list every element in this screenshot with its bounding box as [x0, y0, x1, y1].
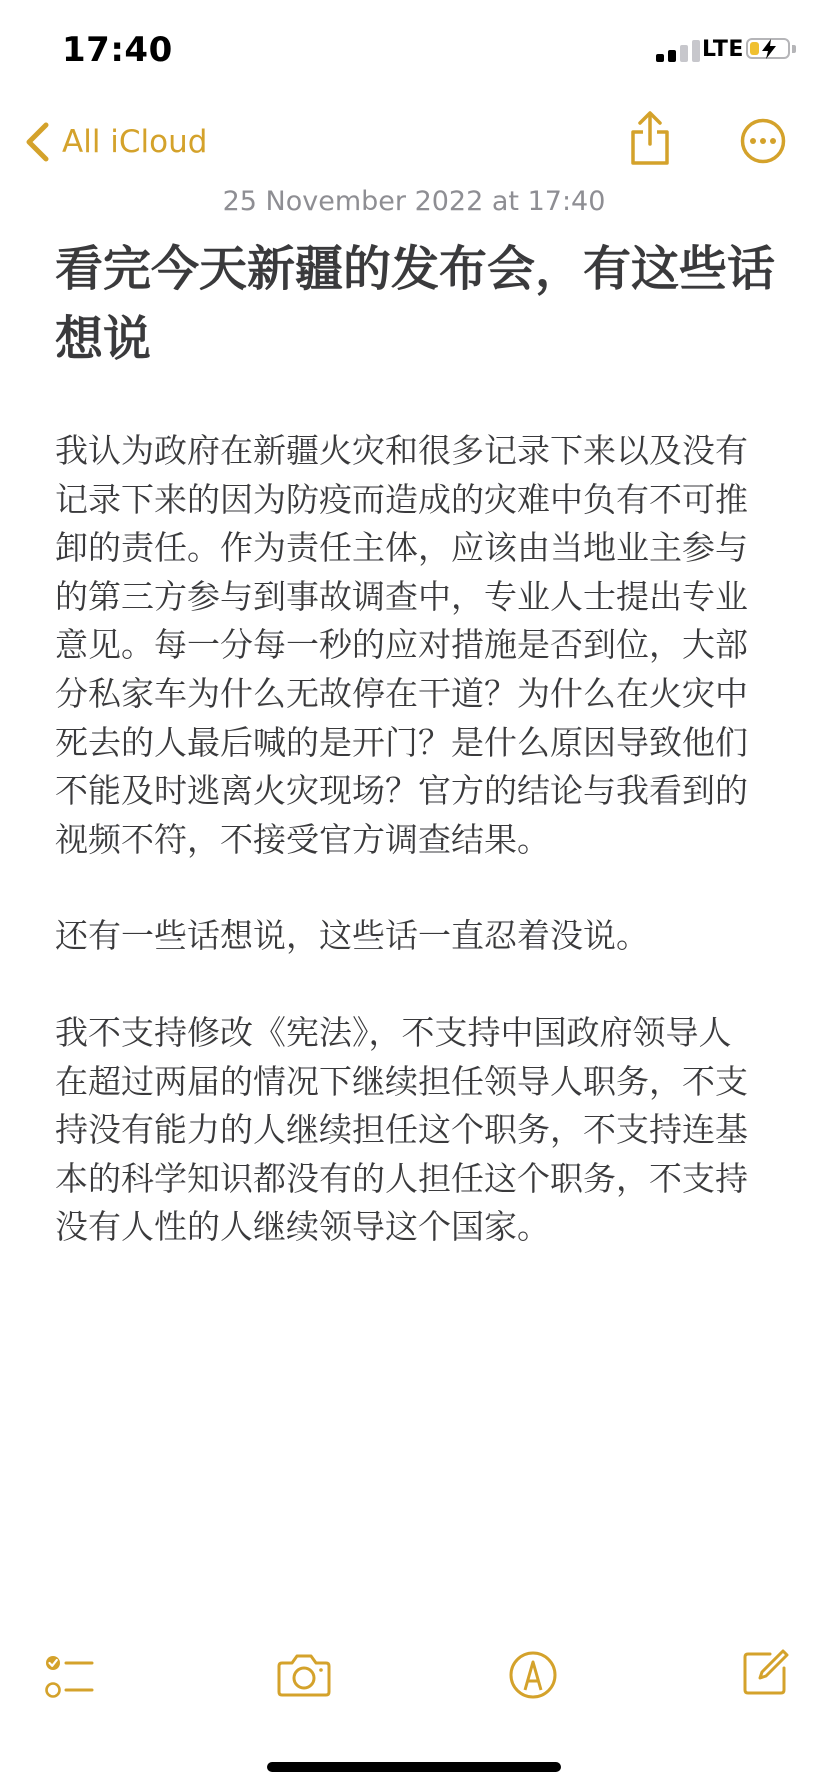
status-time: 17:40	[62, 30, 173, 70]
compose-note-icon[interactable]	[740, 1648, 790, 1698]
more-icon[interactable]	[740, 118, 786, 164]
camera-icon[interactable]	[276, 1650, 332, 1700]
markup-pen-icon[interactable]	[508, 1650, 558, 1700]
home-indicator	[267, 1762, 561, 1772]
note-title[interactable]: 看完今天新疆的发布会，有这些话想说	[55, 241, 776, 367]
note-paragraph[interactable]: 我认为政府在新疆火灾和很多记录下来以及没有记录下来的因为防疫而造成的灾难中负有不可推卸的责任。作为责任主体，应该由当地业主参与的第三方参与到事故调查中，专业人士提出专业意见。每一分每一秒的应对措施是否到位，大部分私家车为什么无故停在干道？为什么在火灾中死去的人最后喊的是开门？是什么原因导致他们不能及时逃离火灾现场？官方的结论与我看到的视频不符，不接受官方调查结果。	[55, 431, 748, 859]
checklist-icon[interactable]	[44, 1652, 96, 1704]
network-type: LTE	[702, 37, 744, 62]
note-body[interactable]	[55, 427, 760, 1300]
back-button-label: All iCloud	[62, 124, 208, 160]
share-icon[interactable]	[628, 110, 672, 166]
chevron-left-icon	[22, 120, 52, 164]
charging-bolt-icon	[759, 38, 779, 60]
note-paragraph[interactable]: 还有一些话想说，这些话一直忍着没说。	[55, 916, 649, 956]
status-bar	[0, 0, 828, 100]
battery-cap	[792, 45, 796, 53]
cellular-signal-icon	[656, 38, 702, 62]
note-paragraph[interactable]: 我不支持修改《宪法》，不支持中国政府领导人在超过两届的情况下继续担任领导人职务，不支持没有能力的人继续担任这个职务，不支持连基本的科学知识都没有的人担任这个职务，不支持没有人性的人继续领导这个国家。	[55, 1012, 748, 1247]
back-button[interactable]	[22, 116, 207, 168]
battery-icon	[746, 38, 790, 59]
note-date: 25 November 2022 at 17:40	[222, 186, 606, 217]
